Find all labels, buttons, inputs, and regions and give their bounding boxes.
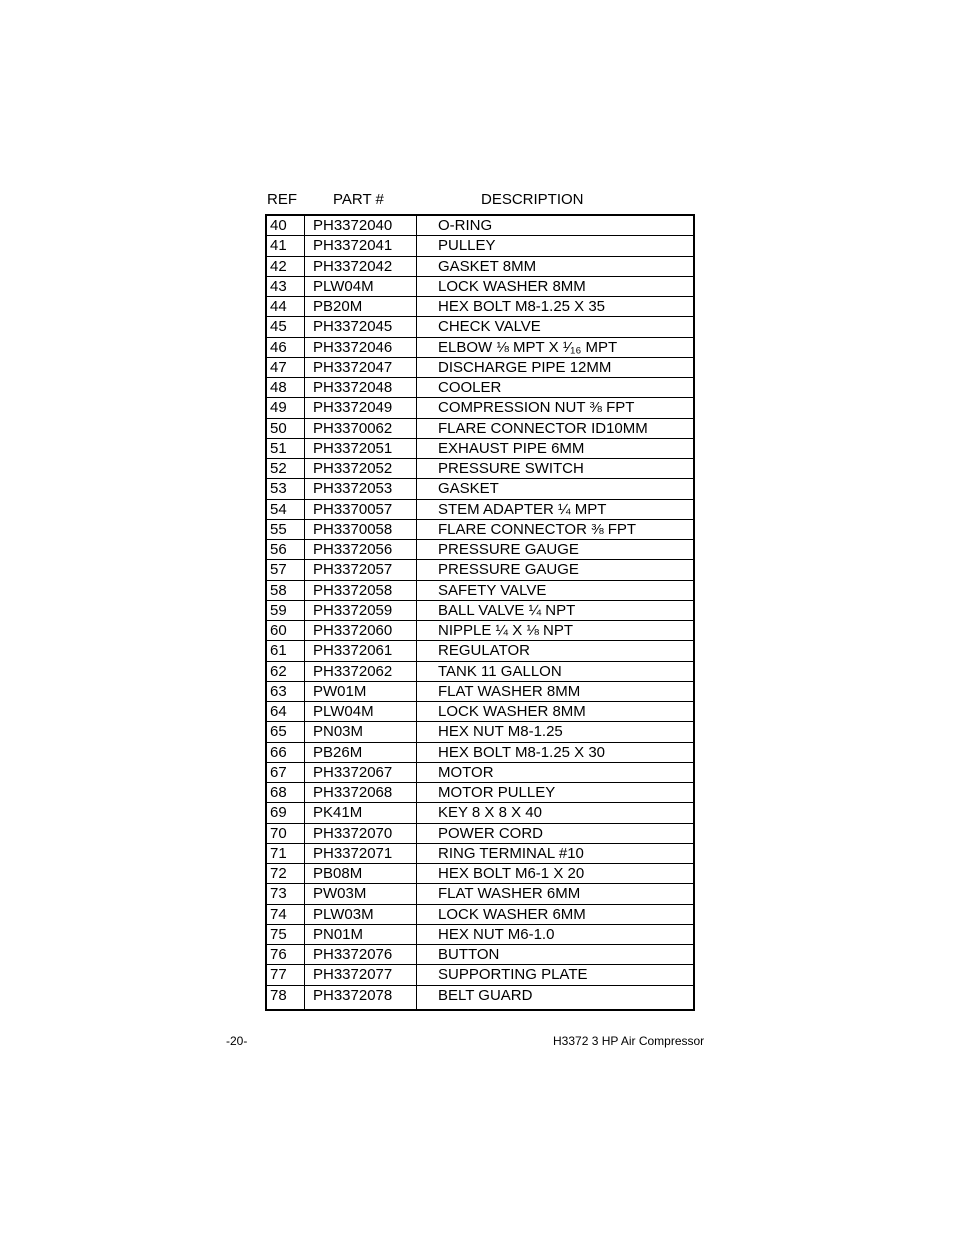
table-row (267, 338, 693, 358)
ref-cell: 61 (270, 642, 287, 660)
table-row (267, 905, 693, 925)
header-ref: REF (267, 191, 297, 208)
table-row (267, 601, 693, 621)
ref-cell: 77 (270, 966, 287, 984)
table-row (267, 378, 693, 398)
part-number-cell: PH3372057 (313, 561, 393, 579)
description-cell: CHECK VALVE (438, 318, 541, 336)
description-cell: MOTOR PULLEY (438, 784, 556, 801)
table-row (267, 682, 693, 702)
table-row (267, 520, 693, 540)
part-number-cell: PH3372070 (313, 824, 393, 842)
part-number-cell: PH3372067 (313, 763, 393, 781)
part-number-cell: PH3372049 (313, 399, 393, 417)
part-number-cell: PH3372061 (313, 642, 393, 660)
part-number-cell: PH3372046 (313, 338, 393, 356)
description-cell: MOTOR (438, 763, 494, 781)
ref-cell: 75 (270, 925, 287, 943)
ref-cell: 47 (270, 358, 287, 376)
ref-cell: 78 (270, 986, 287, 1004)
ref-cell: 73 (270, 885, 287, 903)
table-row (267, 216, 693, 236)
ref-cell: 70 (270, 824, 287, 842)
description-cell: SUPPORTING PLATE (438, 966, 588, 984)
header-description: DESCRIPTION (481, 191, 584, 208)
ref-cell: 55 (270, 520, 287, 538)
part-number-cell: PW01M (313, 682, 367, 700)
table-row (267, 763, 693, 783)
table-row (267, 641, 693, 661)
part-number-cell: PH3370062 (313, 419, 393, 437)
table-row (267, 925, 693, 945)
part-number-cell: PLW04M (313, 277, 374, 295)
part-number-cell: PH3372071 (313, 844, 393, 862)
part-number-cell: PH3370057 (313, 500, 393, 518)
table-row (267, 317, 693, 337)
table-row (267, 743, 693, 763)
part-number-cell: PH3372042 (313, 257, 393, 275)
description-cell: ELBOW ⅛ MPT X ¹⁄₁₆ MPT (438, 338, 618, 356)
description-cell: HEX BOLT M8-1.25 X 35 (438, 298, 606, 315)
part-number-cell: PH3372062 (313, 662, 393, 680)
ref-cell: 58 (270, 581, 287, 599)
description-cell: PRESSURE GAUGE (438, 561, 579, 579)
part-number-cell: PH3372056 (313, 541, 393, 558)
ref-cell: 62 (270, 662, 287, 680)
table-row (267, 297, 693, 317)
part-number-cell: PH3372045 (313, 318, 393, 336)
part-number-cell: PH3372078 (313, 986, 393, 1004)
description-cell: GASKET (438, 480, 499, 498)
parts-table (265, 214, 695, 1011)
table-row (267, 500, 693, 520)
description-cell: POWER CORD (438, 824, 543, 842)
part-number-cell: PH3372068 (313, 784, 393, 801)
part-number-cell: PK41M (313, 804, 363, 822)
table-row (267, 945, 693, 965)
ref-cell: 67 (270, 763, 287, 781)
ref-cell: 52 (270, 460, 287, 477)
column-headers (0, 191, 954, 211)
description-cell: O-RING (438, 217, 493, 234)
description-cell: COMPRESSION NUT ⅜ FPT (438, 399, 635, 417)
table-row (267, 702, 693, 722)
part-number-cell: PH3372058 (313, 581, 393, 599)
ref-cell: 51 (270, 439, 287, 457)
description-cell: TANK 11 GALLON (438, 662, 562, 680)
part-number-cell: PB08M (313, 865, 363, 882)
description-cell: FLARE CONNECTOR ⅜ FPT (438, 520, 637, 538)
description-cell: BUTTON (438, 946, 500, 963)
table-row (267, 540, 693, 560)
ref-cell: 68 (270, 784, 287, 801)
description-cell: HEX BOLT M8-1.25 X 30 (438, 743, 606, 761)
table-row (267, 884, 693, 904)
ref-cell: 76 (270, 946, 287, 963)
part-number-cell: PH3372076 (313, 946, 393, 963)
ref-cell: 42 (270, 257, 287, 275)
ref-cell: 43 (270, 277, 287, 295)
table-row (267, 398, 693, 418)
table-row (267, 864, 693, 884)
table-row (267, 662, 693, 682)
description-cell: LOCK WASHER 8MM (438, 277, 586, 295)
table-row (267, 459, 693, 479)
ref-cell: 41 (270, 237, 287, 255)
ref-cell: 64 (270, 703, 287, 720)
table-row (267, 783, 693, 803)
description-cell: BALL VALVE ¼ NPT (438, 601, 576, 619)
description-cell: RING TERMINAL #10 (438, 844, 584, 862)
description-cell: KEY 8 X 8 X 40 (438, 804, 542, 822)
part-number-cell: PN03M (313, 723, 364, 741)
part-number-cell: PH3372041 (313, 237, 393, 255)
description-cell: FLARE CONNECTOR ID10MM (438, 419, 648, 437)
table-row (267, 439, 693, 459)
table-row (267, 621, 693, 641)
table-row (267, 257, 693, 277)
ref-cell: 72 (270, 865, 287, 882)
page-number: -20- (226, 1034, 248, 1048)
description-cell: DISCHARGE PIPE 12MM (438, 358, 612, 376)
part-number-cell: PN01M (313, 925, 364, 943)
description-cell: LOCK WASHER 8MM (438, 703, 586, 720)
description-cell: HEX NUT M8-1.25 (438, 723, 563, 741)
description-cell: FLAT WASHER 6MM (438, 885, 581, 903)
table-row (267, 844, 693, 864)
part-number-cell: PW03M (313, 885, 367, 903)
part-number-cell: PH3372040 (313, 217, 393, 234)
description-cell: STEM ADAPTER ¼ MPT (438, 500, 607, 518)
table-row (267, 824, 693, 844)
part-number-cell: PLW04M (313, 703, 374, 720)
ref-cell: 57 (270, 561, 287, 579)
description-cell: LOCK WASHER 6MM (438, 905, 586, 923)
part-number-cell: PH3370058 (313, 520, 393, 538)
part-number-cell: PH3372047 (313, 358, 393, 376)
table-row (267, 419, 693, 439)
ref-cell: 56 (270, 541, 287, 558)
part-number-cell: PH3372053 (313, 480, 393, 498)
description-cell: HEX NUT M6-1.0 (438, 925, 555, 943)
description-cell: SAFETY VALVE (438, 581, 547, 599)
part-number-cell: PH3372051 (313, 439, 393, 457)
description-cell: NIPPLE ¼ X ⅛ NPT (438, 622, 574, 639)
table-row (267, 803, 693, 823)
ref-cell: 71 (270, 844, 287, 862)
ref-cell: 54 (270, 500, 287, 518)
description-cell: EXHAUST PIPE 6MM (438, 439, 585, 457)
description-cell: REGULATOR (438, 642, 530, 660)
ref-cell: 48 (270, 379, 287, 396)
description-cell: HEX BOLT M6-1 X 20 (438, 865, 585, 882)
ref-cell: 63 (270, 682, 287, 700)
ref-cell: 49 (270, 399, 287, 417)
table-row (267, 581, 693, 601)
part-number-cell: PLW03M (313, 905, 374, 923)
ref-cell: 69 (270, 804, 287, 822)
part-number-cell: PH3372059 (313, 601, 393, 619)
ref-cell: 74 (270, 905, 287, 923)
part-number-cell: PH3372060 (313, 622, 393, 639)
header-part-number: PART # (333, 191, 384, 208)
table-row (267, 358, 693, 378)
table-row (267, 986, 693, 1006)
description-cell: FLAT WASHER 8MM (438, 682, 581, 700)
ref-cell: 65 (270, 723, 287, 741)
document-title: H3372 3 HP Air Compressor (553, 1034, 705, 1048)
part-number-cell: PH3372052 (313, 460, 393, 477)
ref-cell: 45 (270, 318, 287, 336)
table-row (267, 479, 693, 499)
description-cell: COOLER (438, 379, 502, 396)
part-number-cell: PH3372048 (313, 379, 393, 396)
ref-cell: 66 (270, 743, 287, 761)
description-cell: PRESSURE SWITCH (438, 460, 584, 477)
ref-cell: 59 (270, 601, 287, 619)
part-number-cell: PH3372077 (313, 966, 393, 984)
part-number-cell: PB20M (313, 298, 363, 315)
table-row (267, 560, 693, 580)
ref-cell: 44 (270, 298, 287, 315)
part-number-cell: PB26M (313, 743, 363, 761)
table-row (267, 965, 693, 985)
ref-cell: 53 (270, 480, 287, 498)
description-cell: GASKET 8MM (438, 257, 537, 275)
description-cell: PULLEY (438, 237, 496, 255)
description-cell: PRESSURE GAUGE (438, 541, 579, 558)
ref-cell: 50 (270, 419, 287, 437)
table-row (267, 236, 693, 256)
ref-cell: 40 (270, 217, 287, 234)
ref-cell: 60 (270, 622, 287, 639)
table-row (267, 277, 693, 297)
description-cell: BELT GUARD (438, 986, 533, 1004)
ref-cell: 46 (270, 338, 287, 356)
table-row (267, 722, 693, 742)
